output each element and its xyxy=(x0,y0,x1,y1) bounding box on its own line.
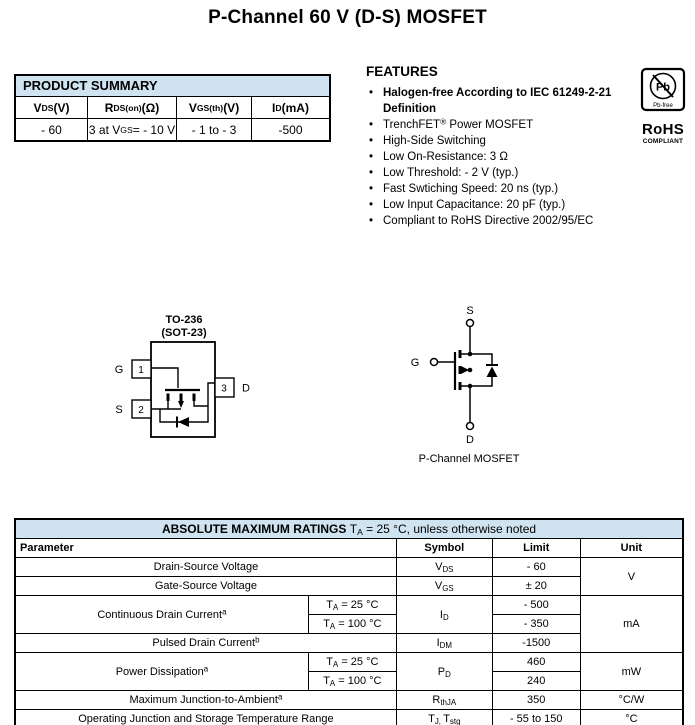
bullet-icon: • xyxy=(369,167,374,179)
junction-dot xyxy=(468,384,473,389)
junction-dot xyxy=(468,368,473,373)
svg-text:S: S xyxy=(466,305,474,317)
features-list xyxy=(366,85,638,229)
list-item: • TrenchFET® Power MOSFET xyxy=(369,117,534,131)
value-rdson: 3 at V GS = - 10 V xyxy=(88,119,177,140)
svg-text:(SOT-23): (SOT-23) xyxy=(161,327,207,339)
value-id: -500 xyxy=(278,122,303,137)
rohs-compliant-label: COMPLIANT xyxy=(642,138,684,145)
table-row: Continuous Drain Current$^a$ $T_A = 25$ °C $I_D$ - 500 mA xyxy=(15,596,683,615)
column-header-unit: Unit xyxy=(580,539,683,558)
list-item: • Low Threshold: - 2 V (typ.) xyxy=(369,167,519,179)
bullet-icon: • xyxy=(369,215,374,227)
bullet-icon: • xyxy=(369,183,374,195)
absolute-maximum-ratings-table xyxy=(14,518,684,725)
svg-text:3: 3 xyxy=(221,383,227,395)
svg-text:P-Channel MOSFET: P-Channel MOSFET xyxy=(418,453,520,465)
column-header-parameter: Parameter xyxy=(15,539,396,558)
table-row: $T_A = 100$ °C 240 xyxy=(15,672,683,691)
column-header-vds: V DS (V) xyxy=(16,97,88,119)
column-header-id: I D (mA) xyxy=(252,97,329,119)
svg-text:Pb: Pb xyxy=(655,81,671,94)
product-summary-table xyxy=(14,74,331,142)
column-header-rdson: R DS(on) (Ω) xyxy=(88,97,177,119)
page-title: P-Channel 60 V (D-S) MOSFET xyxy=(208,7,487,28)
pb-free-icon xyxy=(640,67,686,112)
column-header-vgsth: V GS(th) (V) xyxy=(177,97,252,119)
table-row: Power Dissipation$^a$ $T_A = 25$ °C $P_D$ 460 mW xyxy=(15,653,683,672)
list-item: • High-Side Switching xyxy=(369,135,486,147)
mosfet-wires xyxy=(438,327,493,423)
svg-text:D: D xyxy=(242,382,250,395)
svg-text:1: 1 xyxy=(138,365,144,376)
bullet-icon: • xyxy=(369,151,374,163)
table-title: ABSOLUTE MAXIMUM RATINGS $T_A = 25$ °C, unless otherwise noted xyxy=(15,519,683,539)
schematic-symbol xyxy=(405,300,540,468)
table-row: $T_A = 100$ °C - 350 xyxy=(15,615,683,634)
list-item: • Fast Swtiching Speed: 20 ns (typ.) xyxy=(369,183,559,195)
compliance-badges xyxy=(638,67,688,145)
product-summary-title: PRODUCT SUMMARY xyxy=(16,76,329,97)
column-header-limit: Limit xyxy=(492,539,580,558)
svg-text:S: S xyxy=(115,404,123,416)
drain-terminal xyxy=(467,423,474,430)
svg-text:D: D xyxy=(466,434,474,446)
gate-terminal xyxy=(431,359,438,366)
list-item: • Low Input Capacitance: 20 pF (typ.) xyxy=(369,199,566,211)
table-row: Operating Junction and Storage Temperature Range $T_{J,}$ $T_{stg}$ - 55 to 150 °C xyxy=(15,710,683,725)
value-vds: - 60 xyxy=(16,119,88,140)
svg-text:Pb-free: Pb-free xyxy=(653,103,673,109)
svg-text:2: 2 xyxy=(138,405,144,416)
table-row: Gate-Source Voltage $V_{GS}$ ± 20 xyxy=(15,577,683,596)
table-row: Maximum Junction-to-Ambient$^a$ $R_{thJA}$ 350 °C/W xyxy=(15,691,683,710)
list-item: • Compliant to RoHS Directive 2002/95/EC xyxy=(369,215,594,227)
bullet-icon: • xyxy=(369,119,374,131)
svg-text:TO-236: TO-236 xyxy=(165,314,203,326)
svg-text:G: G xyxy=(114,364,124,376)
bullet-icon: • xyxy=(369,199,374,211)
list-item: • Low On-Resistance: 3 Ω xyxy=(369,151,508,163)
absolute-maximum-ratings-section xyxy=(14,518,684,725)
value-vgsth: - 1 to - 3 xyxy=(177,119,252,140)
bullet-icon: • xyxy=(369,135,374,147)
table-title-row xyxy=(15,519,683,539)
table-header-row xyxy=(15,539,683,558)
bullet-icon: • xyxy=(369,87,374,99)
svg-text:G: G xyxy=(410,357,420,369)
package-diagram xyxy=(110,305,260,445)
rohs-label: RoHS xyxy=(641,121,685,138)
body-diode-symbol xyxy=(486,365,498,377)
column-header-symbol: Symbol xyxy=(396,539,492,558)
table-row: Pulsed Drain Current$^b$ $I_{DM}$ -1500 xyxy=(15,634,683,653)
junction-dot xyxy=(468,352,473,357)
table-row: Drain-Source Voltage $V_{DS}$ - 60 V xyxy=(15,558,683,577)
source-terminal xyxy=(467,320,474,327)
list-item: • Halogen-free According to IEC 61249-2-21 Definition xyxy=(369,87,612,115)
features-heading: FEATURES xyxy=(366,64,438,79)
product-summary-grid xyxy=(16,97,329,140)
features-section xyxy=(366,64,638,229)
